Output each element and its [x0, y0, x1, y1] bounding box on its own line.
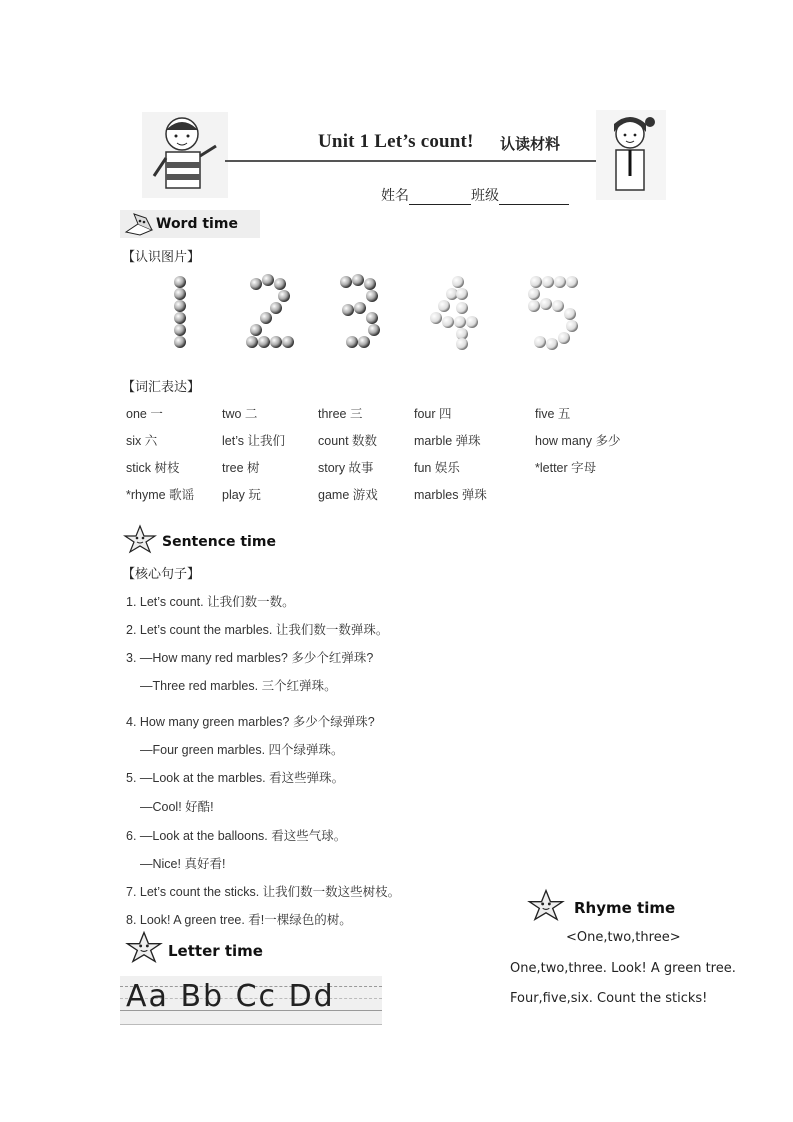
vocab-item: story 故事	[318, 461, 374, 475]
boy-illustration	[140, 110, 230, 200]
header-rule	[225, 160, 610, 162]
digit-5-marbles	[528, 276, 578, 350]
vocab-item: *rhyme 歌谣	[126, 488, 195, 502]
vocab-grid	[126, 404, 646, 514]
sentence-line: 7. Let’s count the sticks. 让我们数一数这些树枝。	[126, 885, 401, 899]
digit-1-marbles	[174, 276, 186, 348]
vocab-item: play 玩	[222, 488, 261, 502]
rhyme-line: Four,five,six. Count the sticks!	[510, 991, 708, 1006]
rhyme-time-title: Rhyme time	[574, 899, 676, 917]
rhyme-title: <One,two,three>	[566, 930, 681, 945]
vocab-item: marbles 弹珠	[414, 488, 487, 502]
vocab-item: five 五	[535, 407, 571, 421]
rhyme-line: One,two,three. Look! A green tree.	[510, 961, 736, 976]
sentence-line: 3. —How many red marbles? 多少个红弹珠?	[126, 651, 374, 665]
vocab-label: 【词汇表达】	[122, 380, 201, 395]
sentence-time-title: Sentence time	[162, 534, 276, 550]
rhyme-time-banner	[526, 888, 686, 922]
vocab-item: tree 树	[222, 461, 260, 475]
name-class-line	[381, 185, 569, 205]
book-icon	[124, 212, 154, 236]
vocab-item: game 游戏	[318, 488, 378, 502]
letter-time-title: Letter time	[168, 942, 263, 960]
sentence-line: 2. Let’s count the marbles. 让我们数一数弹珠。	[126, 623, 389, 637]
vocab-item: count 数数	[318, 434, 378, 448]
letters-text: Aa Bb Cc Dd	[126, 979, 335, 1014]
letter-time-banner	[124, 930, 274, 964]
digit-3-marbles	[340, 274, 380, 348]
letter-practice-box	[120, 976, 382, 1025]
digit-4-marbles	[430, 276, 478, 350]
name-blank[interactable]	[409, 190, 471, 205]
girl-illustration	[596, 110, 666, 200]
star-mascot-icon	[526, 888, 566, 922]
vocab-item: fun 娱乐	[414, 461, 460, 475]
sentence-line: 4. How many green marbles? 多少个绿弹珠?	[126, 715, 375, 729]
vocab-item: three 三	[318, 407, 363, 421]
vocab-item: four 四	[414, 407, 452, 421]
sentence-line: —Cool! 好酷!	[140, 800, 214, 814]
class-blank[interactable]	[499, 190, 569, 205]
vocab-item: *letter 字母	[535, 461, 597, 475]
vocab-item: six 六	[126, 434, 158, 448]
word-time-banner	[120, 210, 260, 238]
picture-label: 【认识图片】	[122, 250, 201, 265]
vocab-item: one 一	[126, 407, 163, 421]
vocab-item: two 二	[222, 407, 258, 421]
name-label: 姓名	[381, 188, 409, 204]
vocab-item: marble 弹珠	[414, 434, 481, 448]
class-label: 班级	[471, 188, 499, 204]
sentence-line: 6. —Look at the balloons. 看这些气球。	[126, 829, 347, 843]
digit-2-marbles	[246, 274, 294, 348]
sentence-time-banner	[120, 524, 280, 556]
word-time-title: Word time	[156, 216, 238, 232]
sentence-label: 【核心句子】	[122, 567, 201, 582]
vocab-item: stick 树枝	[126, 461, 180, 475]
page-title: Unit 1 Let’s count!	[318, 131, 474, 152]
sentence-line: 8. Look! A green tree. 看!一棵绿色的树。	[126, 913, 352, 927]
star-mascot-icon	[124, 930, 164, 964]
sentence-line: —Nice! 真好看!	[140, 857, 226, 871]
sentence-line: 1. Let’s count. 让我们数一数。	[126, 595, 295, 609]
vocab-item: let’s 让我们	[222, 434, 285, 448]
sentence-line: —Four green marbles. 四个绿弹珠。	[140, 743, 344, 757]
vocab-item: how many 多少	[535, 434, 621, 448]
sentence-line: 5. —Look at the marbles. 看这些弹珠。	[126, 771, 345, 785]
marble-digits	[160, 272, 600, 354]
sentence-line: —Three red marbles. 三个红弹珠。	[140, 679, 337, 693]
star-mascot-icon	[122, 524, 158, 554]
page-subtitle: 认读材料	[500, 135, 561, 153]
